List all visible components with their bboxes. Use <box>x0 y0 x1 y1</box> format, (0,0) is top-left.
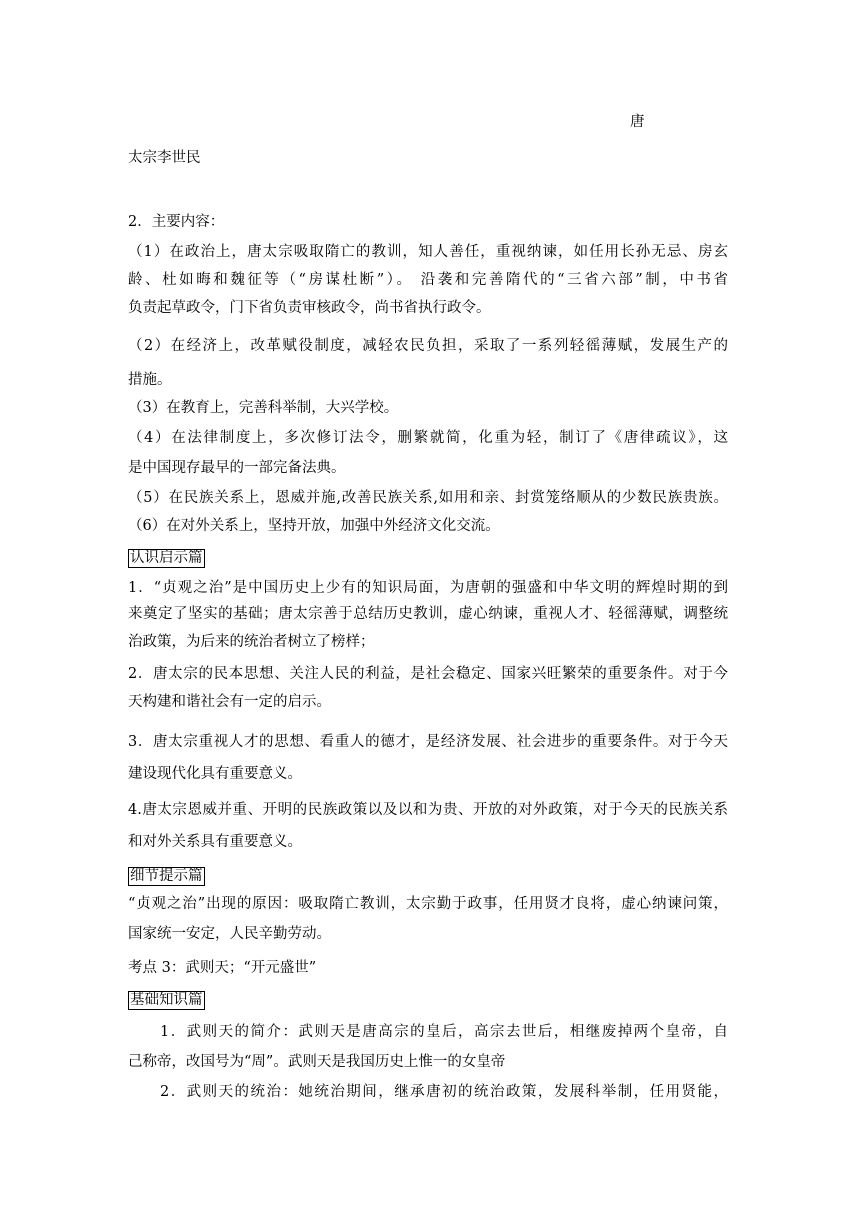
paragraph-line: （5）在民族关系上，恩威并施,改善民族关系,如用和亲、封赏笼络顺从的少数民族贵族。 <box>128 490 728 506</box>
paragraph-line: 4.唐太宗恩威并重、开明的民族政策以及以和为贵、开放的对外政策，对于今天的民族关系 <box>128 802 728 818</box>
paragraph-line: 来奠定了坚实的基础；唐太宗善于总结历史教训，虚心纳谏，重视人才、轻徭薄赋，调整统 <box>128 606 728 622</box>
paragraph-line: 是中国现存最早的一部完备法典。 <box>128 460 346 476</box>
paragraph-line: （1）在政治上，唐太宗吸取隋亡的教训，知人善任，重视纳谏，如任用长孙无忌、房玄 <box>128 244 728 260</box>
name-line: 太宗李世民 <box>128 150 201 166</box>
basics-heading: 基础知识篇 <box>130 992 203 1008</box>
paragraph-line: （6）在对外关系上，坚持开放，加强中外经济文化交流。 <box>128 518 500 534</box>
paragraph-line: 国家统一安定，人民辛勤劳动。 <box>128 926 331 942</box>
topic-3-title: 考点 3：武则天；“开元盛世” <box>128 960 317 976</box>
paragraph-line: （4）在法律制度上，多次修订法令，删繁就简，化重为轻，制订了《唐律疏议》，这 <box>128 430 728 446</box>
paragraph-line: 己称帝，改国号为“周”。武则天是我国历史上惟一的女皇帝 <box>128 1054 506 1070</box>
detail-heading: 细节提示篇 <box>130 868 203 884</box>
paragraph-line: 1．武则天的简介：武则天是唐高宗的皇后，高宗去世后，相继废掉两个皇帝，自 <box>160 1024 728 1040</box>
tang-fragment: 唐 <box>630 114 645 130</box>
paragraph-line: 负责起草政令，门下省负责审核政令，尚书省执行政令。 <box>128 300 491 316</box>
paragraph-line: 1．“贞观之治”是中国历史上少有的知识局面，为唐朝的强盛和中华文明的辉煌时期的到 <box>128 580 728 596</box>
paragraph-line: 和对外关系具有重要意义。 <box>128 834 302 850</box>
paragraph-line: （3）在教育上，完善科举制，大兴学校。 <box>128 400 399 416</box>
paragraph-line: 措施。 <box>128 372 172 388</box>
paragraph-line: 龄、杜如晦和魏征等（“房谋杜断”）。 沿袭和完善隋代的“三省六部”制，中书省 <box>128 272 728 288</box>
paragraph-line: 建设现代化具有重要意义。 <box>128 766 302 782</box>
paragraph-line: “贞观之治”出现的原因：吸取隋亡教训，太宗勤于政事，任用贤才良将，虚心纳谏问策， <box>128 896 728 912</box>
main-content-heading: 2．主要内容： <box>128 214 225 230</box>
paragraph-line: （2）在经济上，改革赋役制度，减轻农民负担，采取了一系列轻徭薄赋，发展生产的 <box>128 338 728 354</box>
paragraph-line: 2．武则天的统治：她统治期间，继承唐初的统治政策，发展科举制，任用贤能， <box>160 1084 728 1100</box>
paragraph-line: 天构建和谐社会有一定的启示。 <box>128 694 331 710</box>
paragraph-line: 3．唐太宗重视人才的思想、看重人的德才，是经济发展、社会进步的重要条件。对于今天 <box>128 734 728 750</box>
paragraph-line: 2．唐太宗的民本思想、关注人民的利益，是社会稳定、国家兴旺繁荣的重要条件。对于今 <box>128 666 728 682</box>
insight-heading: 认识启示篇 <box>130 550 203 566</box>
paragraph-line: 治政策，为后来的统治者树立了榜样； <box>128 634 375 650</box>
